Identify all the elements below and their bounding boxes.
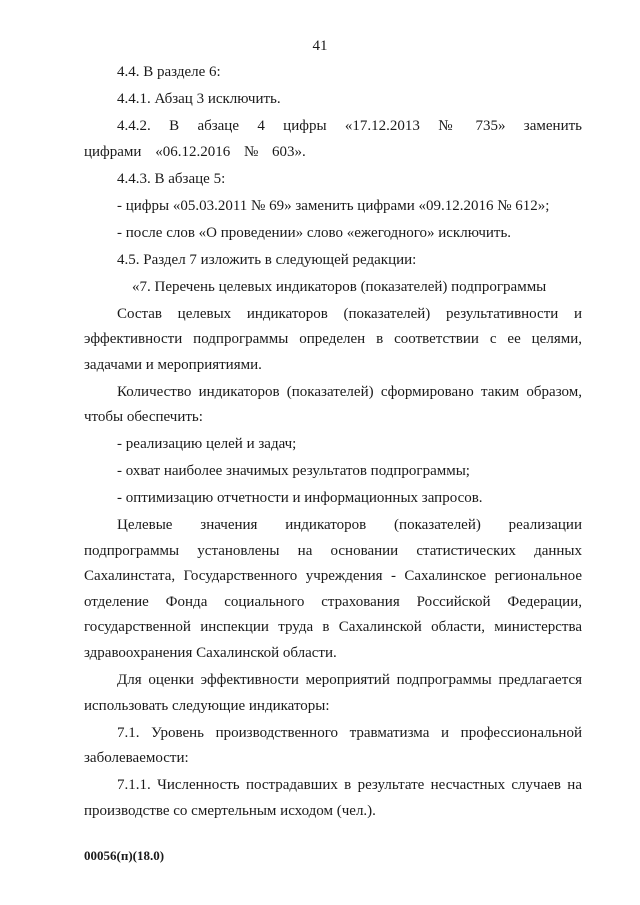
- paragraph-4-4: 4.4. В разделе 6:: [117, 64, 221, 80]
- paragraph-4-4-1: 4.4.1. Абзац 3 исключить.: [117, 91, 281, 107]
- paragraph-dates-replace: - цифры «05.03.2011 № 69» заменить цифрами «09.12.2016 № 612»;: [117, 197, 550, 214]
- paragraph-7-1: 7.1. Уровень производственного травматизма и профессиональной заболеваемости:: [84, 724, 582, 766]
- paragraph-4-5: 4.5. Раздел 7 изложить в следующей редакции:: [117, 251, 417, 268]
- document-body: [84, 60, 582, 826]
- paragraph-evaluation: Для оценки эффективности мероприятий подпрограммы предлагается использовать следующие индикаторы:: [84, 672, 582, 714]
- page-number: 41: [312, 38, 328, 54]
- footer-document-code: 00056(п)(18.0): [84, 848, 165, 863]
- list-item-optimization: - оптимизацию отчетности и информационных запросов.: [117, 490, 483, 506]
- paragraph-target-values: Целевые значения индикаторов (показателей) реализации подпрограммы установлены на основании статистических данных Сахалинстата, Государственного учреждения - Сахалинское региональное отделение Фонда социального страхования Российской Федерации, государственной инспекции труда в Сахалинской области, министерства здравоохранения Сахалинской области.: [84, 517, 582, 661]
- paragraph-7-1-1: 7.1.1. Численность пострадавших в результате несчастных случаев на производстве со смертельным исходом (чел.).: [84, 777, 582, 819]
- list-item-goals: - реализацию целей и задач;: [117, 436, 297, 452]
- paragraph-indicators-composition: Состав целевых индикаторов (показателей) результативности и эффективности подпрограммы определен в соответствии с ее целями, задачами и мероприятиями.: [84, 305, 582, 373]
- paragraph-indicators-count: Количество индикаторов (показателей) сформировано таким образом, чтобы обеспечить:: [84, 383, 582, 425]
- list-item-coverage: - охват наиболее значимых результатов подпрограммы;: [117, 463, 470, 479]
- paragraph-4-4-2: 4.4.2. В абзаце 4 цифры «17.12.2013 № 735» заменить цифрами «06.12.2016 № 603».: [84, 118, 582, 160]
- section-7-heading: «7. Перечень целевых индикаторов (показателей) подпрограммы: [132, 278, 547, 295]
- paragraph-4-4-3: 4.4.3. В абзаце 5:: [117, 170, 226, 187]
- paragraph-word-remove: - после слов «О проведении» слово «ежегодного» исключить.: [117, 224, 512, 241]
